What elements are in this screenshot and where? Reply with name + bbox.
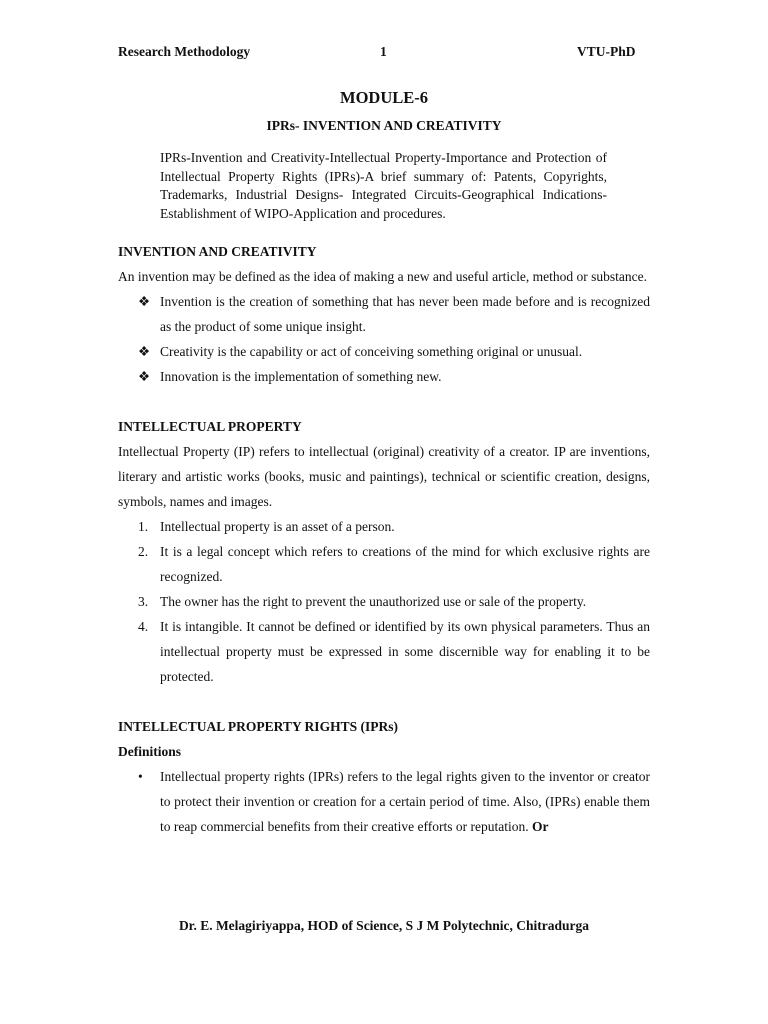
definitions-subheading: Definitions	[118, 744, 182, 759]
list-item-text: It is a legal concept which refers to creations of the mind for which exclusive rights are recognized.	[160, 544, 650, 584]
ip-intro: Intellectual Property (IP) refers to intellectual (original) creativity of a creator. IP are inventions, literary and artistic works (books, music and paintings), technical or scientific creation, designs, symbols, names and images.	[118, 444, 650, 509]
module-subtitle: IPRs- INVENTION AND CREATIVITY	[266, 118, 502, 133]
list-item-text: Invention is the creation of something that has never been made before and is recognized as the product of some unique insight.	[160, 294, 650, 334]
list-item-text: Creativity is the capability or act of conceiving something original or unusual.	[160, 344, 583, 359]
invention-bullet-list	[118, 289, 650, 389]
section-heading-invention: INVENTION AND CREATIVITY	[118, 244, 317, 259]
list-item	[118, 364, 650, 389]
list-item-text: The owner has the right to prevent the unauthorized use or sale of the property.	[160, 594, 587, 609]
list-item	[118, 589, 650, 614]
header-program: VTU-PhD	[577, 44, 636, 59]
list-item	[118, 764, 650, 839]
list-item-text: Intellectual property rights (IPRs) refers to the legal rights given to the inventor or creator to protect their invention or creation for a certain period of time. Also, (IPRs) enable them to reap commercial benefits from their creative efforts or reputation.	[160, 769, 650, 834]
list-item-text: It is intangible. It cannot be defined or identified by its own physical parameters. Thus an intellectual property must be expressed in some discernible way for enabling it to be protected.	[160, 619, 650, 684]
invention-intro: An invention may be defined as the idea of making a new and useful article, method or substance.	[118, 269, 647, 284]
diamond-bullet-icon: ❖	[138, 344, 151, 359]
list-item	[118, 339, 650, 364]
list-item	[118, 539, 650, 589]
list-item-text: Intellectual property is an asset of a person.	[160, 519, 395, 534]
module-title: MODULE-6	[340, 88, 428, 107]
list-item	[118, 514, 650, 539]
main-content	[118, 239, 650, 839]
list-item	[118, 614, 650, 689]
section-heading-ip: INTELLECTUAL PROPERTY	[118, 419, 302, 434]
iprs-bullet-list	[118, 764, 650, 839]
diamond-bullet-icon: ❖	[138, 369, 151, 384]
diamond-bullet-icon: ❖	[138, 294, 151, 309]
list-number: 2.	[138, 544, 149, 559]
page-footer-author: Dr. E. Melagiriyappa, HOD of Science, S J M Polytechnic, Chitradurga	[178, 918, 590, 933]
ip-numbered-list	[118, 514, 650, 689]
round-bullet-icon: •	[138, 769, 143, 784]
list-item-text: Innovation is the implementation of something new.	[160, 369, 442, 384]
header-page-number: 1	[380, 44, 387, 59]
list-item-trailing-bold: Or	[531, 819, 549, 834]
header-course-title: Research Methodology	[118, 44, 251, 59]
list-number: 1.	[138, 519, 149, 534]
list-item	[118, 289, 650, 339]
module-summary: IPRs-Invention and Creativity-Intellectual Property-Importance and Protection of Intellectual Property Rights (IPRs)-A brief summary of: Patents, Copyrights, Trademarks, Industrial Designs- Integrated Circuits-Geographical Indications-Establishment of WIPO-Application and procedures.	[160, 150, 607, 221]
section-heading-iprs: INTELLECTUAL PROPERTY RIGHTS (IPRs)	[118, 719, 398, 734]
list-number: 4.	[138, 619, 149, 634]
list-number: 3.	[138, 594, 149, 609]
